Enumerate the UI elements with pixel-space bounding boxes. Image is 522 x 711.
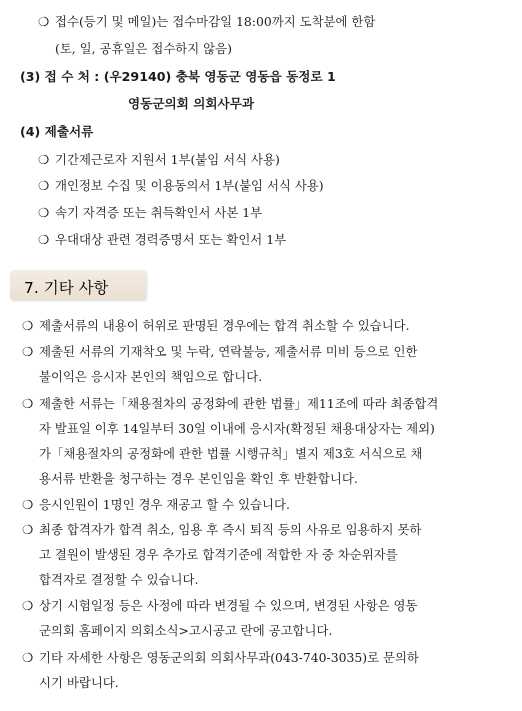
notice-item: ❍ 제출서류의 내용이 허위로 판명된 경우에는 합격 취소할 수 있습니다. (22, 318, 410, 333)
document-list-item: ❍ 기간제근로자 지원서 1부(붙임 서식 사용) (38, 152, 280, 167)
circle-bullet-icon: ❍ (38, 178, 50, 193)
notice-item: ❍ 제출된 서류의 기재착오 및 누락, 연락불능, 제출서류 미비 등으로 인한 (22, 344, 418, 359)
notice-item: ❍ 상기 시험일정 등은 사정에 따라 변경될 수 있으며, 변경된 사항은 영동 (22, 598, 418, 613)
circle-bullet-icon: ❍ (38, 152, 50, 167)
notice-item: ❍ 기타 자세한 사항은 영동군의회 의회사무과(043-740-3035)로 문의하 (22, 650, 419, 665)
notice-item-continuation: 불이익은 응시자 본인의 책임으로 합니다. (39, 369, 263, 384)
circle-bullet-icon: ❍ (38, 14, 50, 29)
circle-bullet-icon: ❍ (38, 205, 50, 220)
circle-bullet-icon: ❍ (22, 396, 34, 411)
circle-bullet-icon: ❍ (22, 497, 34, 512)
section7-title: 7. 기타 사항 (24, 279, 109, 297)
notice-item-continuation: 고 결원이 발생된 경우 추가로 합격기준에 적합한 자 중 차순위자를 (39, 547, 398, 562)
section3-heading (20, 69, 336, 85)
section3-address: (우29140) 충북 영동군 영동읍 동정로 1 (103, 69, 336, 84)
circle-bullet-icon: ❍ (22, 522, 34, 537)
notice-item-continuation: 용서류 반환을 청구하는 경우 본인임을 확인 후 반환합니다. (39, 471, 358, 486)
circle-bullet-icon: ❍ (22, 344, 34, 359)
notice-item-continuation: 자 발표일 이후 14일부터 30일 이내에 응시자(확정된 채용대상자는 제외) (39, 421, 435, 436)
notice-item-continuation: 군의회 홈페이지 의회소식>고시공고 란에 공고합니다. (39, 623, 333, 638)
section3-office: 영동군의회 의회사무과 (128, 96, 255, 111)
circle-bullet-icon: ❍ (22, 650, 34, 665)
document-list-item: ❍ 개인정보 수집 및 이용동의서 1부(붙임 서식 사용) (38, 178, 324, 193)
receipt-note-2: (토, 일, 공휴일은 접수하지 않음) (55, 41, 232, 56)
notice-item-continuation: 시기 바랍니다. (39, 675, 119, 690)
notice-item: ❍ 최종 합격자가 합격 취소, 임용 후 즉시 퇴직 등의 사유로 임용하지 못하 (22, 522, 422, 537)
section3-label: (3) 접 수 처 : (20, 69, 100, 84)
notice-item: ❍ 제출한 서류는「채용절차의 공정화에 관한 법률」제11조에 따라 최종합격 (22, 396, 439, 411)
receipt-note-1: ❍ 접수(등기 및 메일)는 접수마감일 18:00까지 도착분에 한함 (38, 14, 376, 29)
document-list-item: ❍ 우대대상 관련 경력증명서 또는 확인서 1부 (38, 232, 287, 247)
notice-item-continuation: 가「채용절차의 공정화에 관한 법률 시행규칙」별지 제3호 서식으로 채 (39, 446, 423, 461)
notice-item: ❍ 응시인원이 1명인 경우 재공고 할 수 있습니다. (22, 497, 290, 512)
notice-item-continuation: 합격자로 결정할 수 있습니다. (39, 572, 199, 587)
circle-bullet-icon: ❍ (22, 318, 34, 333)
section4-heading: (4) 제출서류 (20, 124, 94, 139)
document-list-item: ❍ 속기 자격증 또는 취득확인서 사본 1부 (38, 205, 263, 220)
circle-bullet-icon: ❍ (22, 598, 34, 613)
circle-bullet-icon: ❍ (38, 232, 50, 247)
